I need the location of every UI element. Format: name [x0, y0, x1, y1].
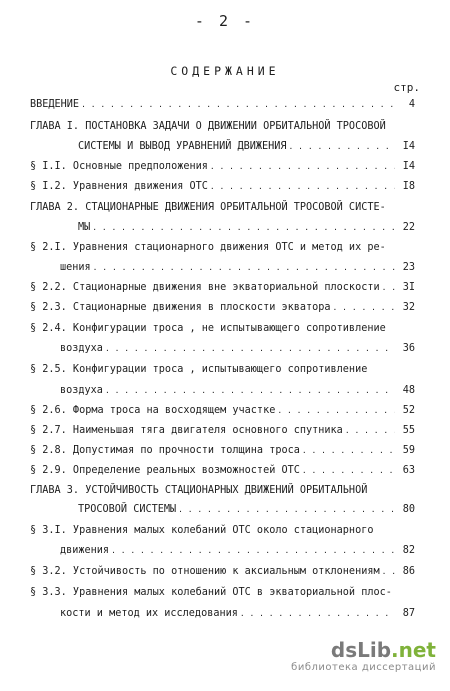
toc-chapter-3: ГЛАВА 3. УСТОЙЧИВОСТЬ СТАЦИОНАРНЫХ ДВИЖЕНИЙ ОРБИТАЛЬНОЙ: [30, 485, 368, 496]
dslib-watermark: [291, 638, 436, 673]
toc-chapter-1: ГЛАВА I. ПОСТАНОВКА ЗАДАЧИ О ДВИЖЕНИИ ОРБИТАЛЬНОЙ ТРОСОВОЙ: [30, 121, 386, 132]
toc-section-2-9: § 2.9. Определение реальных возможностей ОТС . . . 63: [30, 464, 415, 477]
toc-section-1-2: § I.2. Уравнения движения ОТС . . . I8: [30, 180, 415, 193]
toc-section-3-3: § 3.3. Уравнения малых колебаний ОТС в экваториальной плос-: [30, 587, 392, 598]
page-number: - 2 -: [194, 12, 256, 30]
toc-section-2-8: § 2.8. Допустимая по прочности толщина троса . . . 59: [30, 444, 415, 457]
toc-section-2-1-cont: шения . . . 23: [60, 261, 415, 274]
toc-section-2-6: § 2.6. Форма троса на восходящем участке . . . 52: [30, 404, 415, 417]
toc-section-2-2: § 2.2. Стационарные движения вне экваториальной плоскости . . . 3I: [30, 281, 415, 294]
toc-section-2-4-cont: воздуха . . . 36: [60, 342, 415, 355]
toc-section-3-2: § 3.2. Устойчивость по отношению к аксиальным отклонениям . . . 86: [30, 565, 415, 578]
toc-section-3-3-cont: кости и метод их исследования . . . 87: [60, 607, 415, 620]
toc-chapter-2-cont: МЫ . . . 22: [78, 221, 415, 234]
watermark-subtitle: библиотека диссертаций: [291, 662, 436, 673]
toc-chapter-2: ГЛАВА 2. СТАЦИОНАРНЫЕ ДВИЖЕНИЯ ОРБИТАЛЬНОЙ ТРОСОВОЙ СИСТЕ-: [30, 202, 386, 213]
toc-section-2-4: § 2.4. Конфигурации троса , не испытывающего сопротивление: [30, 323, 386, 334]
toc-section-2-5-cont: воздуха . . . 48: [60, 384, 415, 397]
watermark-logo: dsLib.net: [330, 638, 436, 662]
toc-section-1-1: § I.I. Основные предположения . . . I4: [30, 160, 415, 173]
toc-entry-introduction: ВВЕДЕНИЕ . . . 4: [30, 98, 415, 111]
toc-section-2-3: § 2.3. Стационарные движения в плоскости экватора . . . 32: [30, 301, 415, 314]
toc-section-2-1: § 2.I. Уравнения стационарного движения ОТС и метод их ре-: [30, 242, 386, 253]
toc-chapter-3-cont: ТРОСОВОЙ СИСТЕМЫ . . . 80: [78, 503, 415, 516]
toc-title: СОДЕРЖАНИЕ: [170, 64, 280, 78]
toc-chapter-1-cont: СИСТЕМЫ И ВЫВОД УРАВНЕНИЙ ДВИЖЕНИЯ . . . I4: [78, 140, 415, 153]
toc-section-3-1-cont: движения . . . 82: [60, 544, 415, 557]
page-column-header: стр.: [393, 81, 420, 94]
toc-section-3-1: § 3.I. Уравнения малых колебаний ОТС около стационарного: [30, 525, 374, 536]
toc-section-2-5: § 2.5. Конфигурации троса , испытывающего сопротивление: [30, 364, 368, 375]
toc-section-2-7: § 2.7. Наименьшая тяга двигателя основного спутника . . . 55: [30, 424, 415, 437]
